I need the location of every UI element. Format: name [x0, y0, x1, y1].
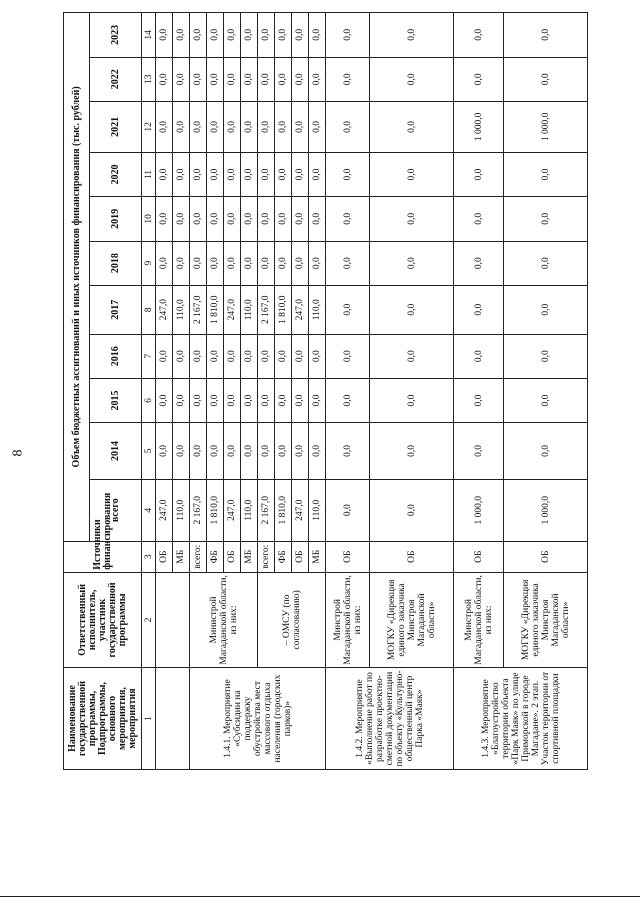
- column-number: 11: [142, 152, 156, 196]
- year-value-cell: 0,0: [156, 423, 173, 480]
- year-value-cell: 0,0: [275, 101, 292, 152]
- total-value-cell: 2 167,0: [258, 479, 275, 541]
- year-value-cell: 0,0: [292, 13, 309, 58]
- header-year: 2019: [90, 197, 142, 241]
- year-value-cell: 0,0: [275, 423, 292, 480]
- executor-ministry-1-4-3: Минстрой Магаданской области, из них:: [454, 572, 504, 667]
- year-value-cell: 1 810,0: [207, 285, 224, 334]
- year-value-cell: 0,0: [241, 152, 258, 196]
- year-value-cell: 110,0: [309, 285, 326, 334]
- year-value-cell: 0,0: [207, 152, 224, 196]
- year-value-cell: 1 000,0: [504, 101, 588, 152]
- year-value-cell: 0,0: [190, 152, 207, 196]
- year-value-cell: 0,0: [207, 57, 224, 101]
- year-value-cell: 0,0: [275, 152, 292, 196]
- year-value-cell: 0,0: [258, 378, 275, 422]
- year-value-cell: 0,0: [156, 197, 173, 241]
- year-value-cell: 1 810,0: [275, 285, 292, 334]
- total-value-cell: 247,0: [156, 479, 173, 541]
- year-value-cell: 0,0: [190, 378, 207, 422]
- source-cell: МБ: [241, 541, 258, 572]
- header-year: 2016: [90, 334, 142, 378]
- year-value-cell: 2 167,0: [258, 285, 275, 334]
- source-cell: ОБ: [292, 541, 309, 572]
- year-value-cell: 110,0: [173, 285, 190, 334]
- source-cell: ОБ: [454, 541, 504, 572]
- header-col-budget-group: Объем бюджетных ассигнований и иных источников финансирования (тыс. рублей): [64, 13, 90, 542]
- year-value-cell: 0,0: [504, 57, 588, 101]
- total-value-cell: 110,0: [241, 479, 258, 541]
- year-value-cell: 0,0: [504, 378, 588, 422]
- total-value-cell: 1 000,0: [454, 479, 504, 541]
- header-year: 2017: [90, 285, 142, 334]
- table-row: [504, 13, 588, 770]
- year-value-cell: 0,0: [241, 378, 258, 422]
- header-year: 2022: [90, 57, 142, 101]
- year-value-cell: 0,0: [309, 101, 326, 152]
- year-value-cell: 0,0: [292, 423, 309, 480]
- year-value-cell: 0,0: [207, 378, 224, 422]
- year-value-cell: 0,0: [454, 57, 504, 101]
- year-value-cell: 0,0: [241, 241, 258, 285]
- year-value-cell: 0,0: [156, 152, 173, 196]
- year-value-cell: 0,0: [173, 334, 190, 378]
- year-value-cell: 0,0: [370, 101, 454, 152]
- executor-ministry-1-4-2: Минстрой Магаданской области, из них:: [326, 572, 370, 667]
- year-value-cell: 0,0: [326, 334, 370, 378]
- header-year: 2018: [90, 241, 142, 285]
- table-row: [258, 13, 275, 770]
- column-number: 4: [142, 479, 156, 541]
- year-value-cell: 0,0: [207, 101, 224, 152]
- year-value-cell: 0,0: [309, 13, 326, 58]
- year-value-cell: 0,0: [156, 57, 173, 101]
- year-value-cell: 2 167,0: [190, 285, 207, 334]
- year-value-cell: 0,0: [258, 197, 275, 241]
- year-value-cell: 0,0: [370, 57, 454, 101]
- column-number: 1: [142, 668, 156, 770]
- year-value-cell: 0,0: [207, 241, 224, 285]
- column-number: 5: [142, 423, 156, 480]
- year-value-cell: 0,0: [156, 241, 173, 285]
- year-value-cell: 0,0: [309, 197, 326, 241]
- year-value-cell: 0,0: [258, 423, 275, 480]
- header-year: 2021: [90, 101, 142, 152]
- year-value-cell: 0,0: [504, 13, 588, 58]
- year-value-cell: 0,0: [241, 197, 258, 241]
- year-value-cell: 0,0: [370, 241, 454, 285]
- column-number: 6: [142, 378, 156, 422]
- budget-table-container: [63, 12, 571, 770]
- year-value-cell: 0,0: [190, 13, 207, 58]
- year-value-cell: 0,0: [224, 423, 241, 480]
- year-value-cell: 1 000,0: [454, 101, 504, 152]
- measure-name-1-4-1: 1.4.1. Мероприятие «Субсидии на поддержку обустройства мест массового отдыха населения (городских парков)»: [190, 668, 326, 770]
- year-value-cell: 247,0: [292, 285, 309, 334]
- year-value-cell: 0,0: [370, 423, 454, 480]
- year-value-cell: 0,0: [275, 378, 292, 422]
- year-value-cell: 0,0: [292, 197, 309, 241]
- year-value-cell: 0,0: [241, 13, 258, 58]
- year-value-cell: 0,0: [224, 57, 241, 101]
- year-value-cell: 0,0: [292, 152, 309, 196]
- source-cell: всего:: [258, 541, 275, 572]
- year-value-cell: 0,0: [241, 57, 258, 101]
- year-value-cell: 0,0: [292, 101, 309, 152]
- year-value-cell: 0,0: [370, 378, 454, 422]
- year-value-cell: 0,0: [224, 241, 241, 285]
- year-value-cell: 0,0: [326, 57, 370, 101]
- year-value-cell: 0,0: [309, 334, 326, 378]
- year-value-cell: 0,0: [309, 423, 326, 480]
- source-cell: МБ: [173, 541, 190, 572]
- year-value-cell: 0,0: [173, 423, 190, 480]
- year-value-cell: 0,0: [190, 334, 207, 378]
- year-value-cell: 0,0: [156, 101, 173, 152]
- executor-cell-empty: [156, 572, 190, 667]
- column-number: 7: [142, 334, 156, 378]
- year-value-cell: 0,0: [190, 241, 207, 285]
- year-value-cell: 0,0: [326, 101, 370, 152]
- total-value-cell: 2 167,0: [190, 479, 207, 541]
- table-row: [454, 13, 504, 770]
- year-value-cell: 0,0: [190, 423, 207, 480]
- year-value-cell: 0,0: [504, 241, 588, 285]
- header-col-source: Источники финансирования: [64, 541, 142, 572]
- year-value-cell: 0,0: [326, 378, 370, 422]
- year-value-cell: 0,0: [326, 13, 370, 58]
- total-value-cell: 110,0: [309, 479, 326, 541]
- source-cell: ОБ: [224, 541, 241, 572]
- year-value-cell: 0,0: [454, 197, 504, 241]
- year-value-cell: 110,0: [241, 285, 258, 334]
- year-value-cell: 0,0: [504, 197, 588, 241]
- year-value-cell: 0,0: [504, 285, 588, 334]
- year-value-cell: 0,0: [207, 197, 224, 241]
- year-value-cell: 0,0: [258, 13, 275, 58]
- year-value-cell: 0,0: [454, 152, 504, 196]
- year-value-cell: 0,0: [173, 101, 190, 152]
- header-col-name: Наименование государственной программы, Подпрограммы, основного мероприятия, мероприятия: [64, 668, 142, 770]
- year-value-cell: 0,0: [258, 57, 275, 101]
- header-total: всего: [90, 479, 142, 541]
- year-value-cell: 0,0: [224, 378, 241, 422]
- total-value-cell: 1 000,0: [504, 479, 588, 541]
- year-value-cell: 0,0: [258, 241, 275, 285]
- executor-omsu-1-4-1: – ОМСУ (по согласованию): [258, 572, 326, 667]
- year-value-cell: 0,0: [173, 57, 190, 101]
- year-value-cell: 0,0: [326, 197, 370, 241]
- table-row: [326, 13, 370, 770]
- header-col-executor: Ответственный исполнитель, участник государственной программы: [64, 572, 142, 667]
- year-value-cell: 0,0: [326, 152, 370, 196]
- year-value-cell: 0,0: [275, 13, 292, 58]
- name-cell-empty: [156, 668, 190, 770]
- year-value-cell: 0,0: [454, 334, 504, 378]
- year-value-cell: 0,0: [224, 197, 241, 241]
- column-number: 2: [142, 572, 156, 667]
- budget-table: [63, 12, 588, 770]
- year-value-cell: 0,0: [173, 241, 190, 285]
- table-row: [190, 13, 207, 770]
- year-value-cell: 0,0: [224, 101, 241, 152]
- year-value-cell: 0,0: [370, 334, 454, 378]
- total-value-cell: 0,0: [326, 479, 370, 541]
- source-cell: ФБ: [207, 541, 224, 572]
- year-value-cell: 0,0: [504, 423, 588, 480]
- page-bottom-rule: [0, 896, 640, 897]
- column-number: 13: [142, 57, 156, 101]
- year-value-cell: 0,0: [370, 197, 454, 241]
- header-year: 2014: [90, 423, 142, 480]
- year-value-cell: 0,0: [241, 101, 258, 152]
- year-value-cell: 0,0: [190, 101, 207, 152]
- year-value-cell: 0,0: [156, 13, 173, 58]
- year-value-cell: 0,0: [173, 152, 190, 196]
- total-value-cell: 0,0: [370, 479, 454, 541]
- year-value-cell: 0,0: [207, 334, 224, 378]
- total-value-cell: 1 810,0: [275, 479, 292, 541]
- year-value-cell: 0,0: [224, 334, 241, 378]
- year-value-cell: 0,0: [309, 241, 326, 285]
- year-value-cell: 0,0: [454, 285, 504, 334]
- year-value-cell: 0,0: [292, 241, 309, 285]
- year-value-cell: 247,0: [156, 285, 173, 334]
- total-value-cell: 110,0: [173, 479, 190, 541]
- year-value-cell: 0,0: [156, 334, 173, 378]
- year-value-cell: 0,0: [258, 334, 275, 378]
- year-value-cell: 0,0: [190, 57, 207, 101]
- source-cell: ОБ: [156, 541, 173, 572]
- year-value-cell: 0,0: [292, 57, 309, 101]
- year-value-cell: 0,0: [173, 197, 190, 241]
- source-cell: МБ: [309, 541, 326, 572]
- page-number: 8: [10, 449, 26, 457]
- year-value-cell: 0,0: [326, 285, 370, 334]
- table-row: [370, 13, 454, 770]
- year-value-cell: 0,0: [275, 241, 292, 285]
- year-value-cell: 0,0: [309, 57, 326, 101]
- source-cell: всего:: [190, 541, 207, 572]
- year-value-cell: 0,0: [207, 423, 224, 480]
- year-value-cell: 0,0: [309, 152, 326, 196]
- year-value-cell: 0,0: [224, 152, 241, 196]
- source-cell: ОБ: [504, 541, 588, 572]
- year-value-cell: 0,0: [454, 423, 504, 480]
- year-value-cell: 0,0: [504, 152, 588, 196]
- year-value-cell: 0,0: [207, 13, 224, 58]
- year-value-cell: 0,0: [258, 101, 275, 152]
- year-value-cell: 0,0: [275, 57, 292, 101]
- header-year: 2015: [90, 378, 142, 422]
- year-value-cell: 0,0: [454, 241, 504, 285]
- measure-name-1-4-2: 1.4.2. Мероприятие «Выполнение работ по разработке проектно-сметной документации по объекту «Культурно-общественный центр Парка «Маяк»: [326, 668, 454, 770]
- executor-directorate-1-4-2: МОГКУ «Дирекция единого заказчика Минстроя Магаданской области»: [370, 572, 454, 667]
- year-value-cell: 0,0: [370, 152, 454, 196]
- year-value-cell: 0,0: [454, 13, 504, 58]
- header-year: 2020: [90, 152, 142, 196]
- year-value-cell: 0,0: [258, 152, 275, 196]
- year-value-cell: 0,0: [292, 334, 309, 378]
- column-number: 14: [142, 13, 156, 58]
- total-value-cell: 247,0: [224, 479, 241, 541]
- year-value-cell: 0,0: [275, 334, 292, 378]
- year-value-cell: 0,0: [292, 378, 309, 422]
- table-row: [156, 13, 173, 770]
- year-value-cell: 0,0: [454, 378, 504, 422]
- year-value-cell: 0,0: [275, 197, 292, 241]
- source-cell: ОБ: [326, 541, 370, 572]
- year-value-cell: 0,0: [173, 378, 190, 422]
- header-year: 2023: [90, 13, 142, 58]
- source-cell: ФБ: [275, 541, 292, 572]
- year-value-cell: 0,0: [241, 334, 258, 378]
- year-value-cell: 0,0: [326, 241, 370, 285]
- measure-name-1-4-3: 1.4.3. Мероприятие «Благоустройство территории объекта «Парк Маяк» по улице Приморской в городе Магадане». 2 этап. Участок территории от спортивной площадки: [454, 668, 588, 770]
- year-value-cell: 0,0: [190, 197, 207, 241]
- source-cell: ОБ: [370, 541, 454, 572]
- year-value-cell: 0,0: [156, 378, 173, 422]
- year-value-cell: 0,0: [326, 423, 370, 480]
- executor-directorate-1-4-3: МОГКУ «Дирекция единого заказчика Минстроя Магаданской области»: [504, 572, 588, 667]
- year-value-cell: 0,0: [309, 378, 326, 422]
- column-number: 3: [142, 541, 156, 572]
- column-number: 8: [142, 285, 156, 334]
- total-value-cell: 247,0: [292, 479, 309, 541]
- year-value-cell: 0,0: [173, 13, 190, 58]
- year-value-cell: 0,0: [241, 423, 258, 480]
- year-value-cell: 0,0: [370, 13, 454, 58]
- column-number: 9: [142, 241, 156, 285]
- year-value-cell: 247,0: [224, 285, 241, 334]
- year-value-cell: 0,0: [224, 13, 241, 58]
- year-value-cell: 0,0: [370, 285, 454, 334]
- executor-ministry-1-4-1: Министрой Магаданской области, из них:: [190, 572, 258, 667]
- year-value-cell: 0,0: [504, 334, 588, 378]
- total-value-cell: 1 810,0: [207, 479, 224, 541]
- column-number: 10: [142, 197, 156, 241]
- column-number: 12: [142, 101, 156, 152]
